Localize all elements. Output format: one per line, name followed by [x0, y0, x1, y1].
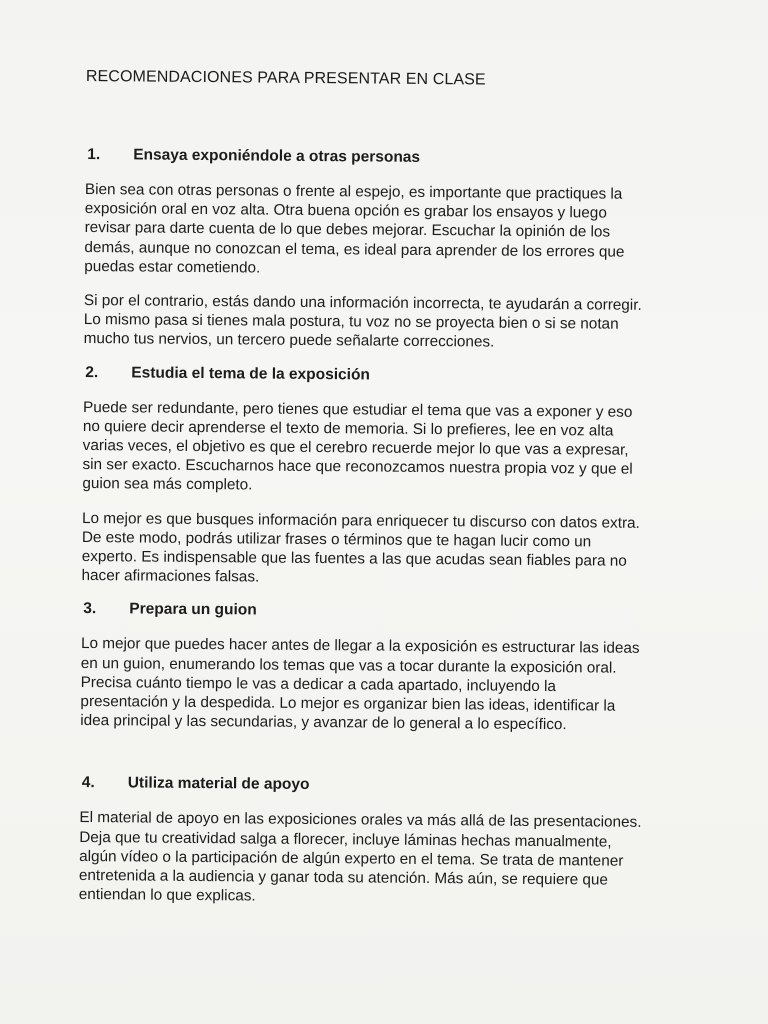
paragraph-line: Bien sea con otras personas o frente al espejo, es importante que practiques la	[84, 180, 623, 203]
section-heading	[82, 774, 680, 797]
document-title: RECOMENDACIONES PARA PRESENTAR EN CLASE	[85, 68, 486, 89]
paragraph-line: no quiere decir aprenderse el texto de memoria. Si lo prefieres, lee en voz alta	[82, 417, 614, 440]
paragraph-line: Puede ser redundante, pero tienes que estudiar el tema que vas a exponer y eso	[82, 398, 633, 421]
section-4	[79, 774, 680, 909]
section-number: 3.	[83, 600, 97, 618]
section-title: Estudia el tema de la exposición	[131, 364, 371, 384]
paragraph-line: experto. Es indispensable que las fuentes a las que acudas sean fiables para no	[81, 548, 627, 570]
paragraph-line: De este modo, podrás utilizar frases o términos que te hagan lucir como un	[81, 528, 592, 551]
paragraph-line: Si por el contrario, estás dando una información incorrecta, te ayudarán a corregir.	[83, 292, 642, 314]
section-title: Utiliza material de apoyo	[127, 774, 310, 794]
paragraph-line: entretenida a la audiencia y ganar toda su atención. Más aún, se requiere que	[78, 867, 608, 889]
section-number: 2.	[85, 363, 99, 381]
section-heading	[87, 146, 685, 169]
paragraph-line: idea principal y las secundarias, y avanzar de lo general a lo específico.	[80, 712, 567, 734]
paragraph-line: Deja que tu creatividad salga a florecer, incluye láminas hechas manualmente,	[79, 828, 612, 851]
section-2	[81, 364, 683, 591]
section-title: Ensaya exponiéndole a otras personas	[133, 146, 421, 166]
paragraph-line: Lo mismo pasa si tienes mala postura, tu voz no se proyecta bien o si se notan	[83, 311, 619, 333]
section-1	[84, 146, 686, 354]
paragraph-line: Lo mejor es que busques información para enriquecer tu discurso con datos extra.	[81, 509, 640, 532]
paragraph-line: exposición oral en voz alta. Otra buena opción es grabar los ensayos y luego	[84, 200, 607, 222]
paragraph-line: revisar para darte cuenta de lo que debes mejorar. Escuchar la opinión de los	[84, 219, 611, 241]
paragraph-line: mucho tus nervios, un tercero puede señalarte correcciones.	[83, 330, 495, 351]
paragraph	[79, 808, 680, 909]
paragraph-line: Lo mejor que puedes hacer antes de llegar a la exposición es estructurar las ideas	[80, 635, 640, 658]
paragraph-line: demás, aunque no conozcan el tema, es ideal para aprender de los errores que	[84, 238, 625, 261]
paragraph	[84, 180, 685, 281]
paragraph	[81, 509, 682, 591]
paragraph-line: entiendan lo que explicas.	[78, 886, 256, 905]
paragraph-line: algún vídeo o la participación de algún experto en el tema. Se trata de mantener	[79, 847, 624, 870]
paragraph	[80, 634, 681, 735]
section-heading	[85, 364, 683, 387]
section-number: 4.	[81, 774, 95, 792]
paragraph-line: presentación y la despedida. Lo mejor es organizar bien las ideas, identificar la	[80, 693, 616, 715]
paragraph-line: sin ser exacto. Escucharnos hace que reconozcamos nuestra propia voz y que el	[82, 456, 633, 479]
paragraph-line: El material de apoyo en las exposiciones orales va más allá de las presentaciones.	[79, 809, 642, 832]
paragraph-line: hacer afirmaciones falsas.	[81, 567, 260, 586]
sections-container	[79, 146, 686, 910]
paragraph-line: varias veces, el objetivo es que el cerebro recuerde mejor lo que vas a expresar,	[82, 437, 629, 459]
paragraph	[84, 291, 684, 354]
section-title: Prepara un guion	[129, 600, 257, 619]
document-content	[79, 68, 686, 925]
section-3	[80, 600, 681, 735]
paragraph	[82, 398, 683, 499]
section-number: 1.	[87, 146, 101, 164]
paragraph-line: Precisa cuánto tiempo le vas a dedicar a cada apartado, incluyendo la	[80, 673, 557, 695]
paragraph-line: en un guion, enumerando los temas que vas a tocar durante la exposición oral.	[80, 654, 617, 677]
section-heading	[83, 600, 681, 623]
paragraph-line: puedas estar cometiendo.	[84, 257, 261, 277]
paragraph-line: guion sea más completo.	[82, 475, 253, 494]
